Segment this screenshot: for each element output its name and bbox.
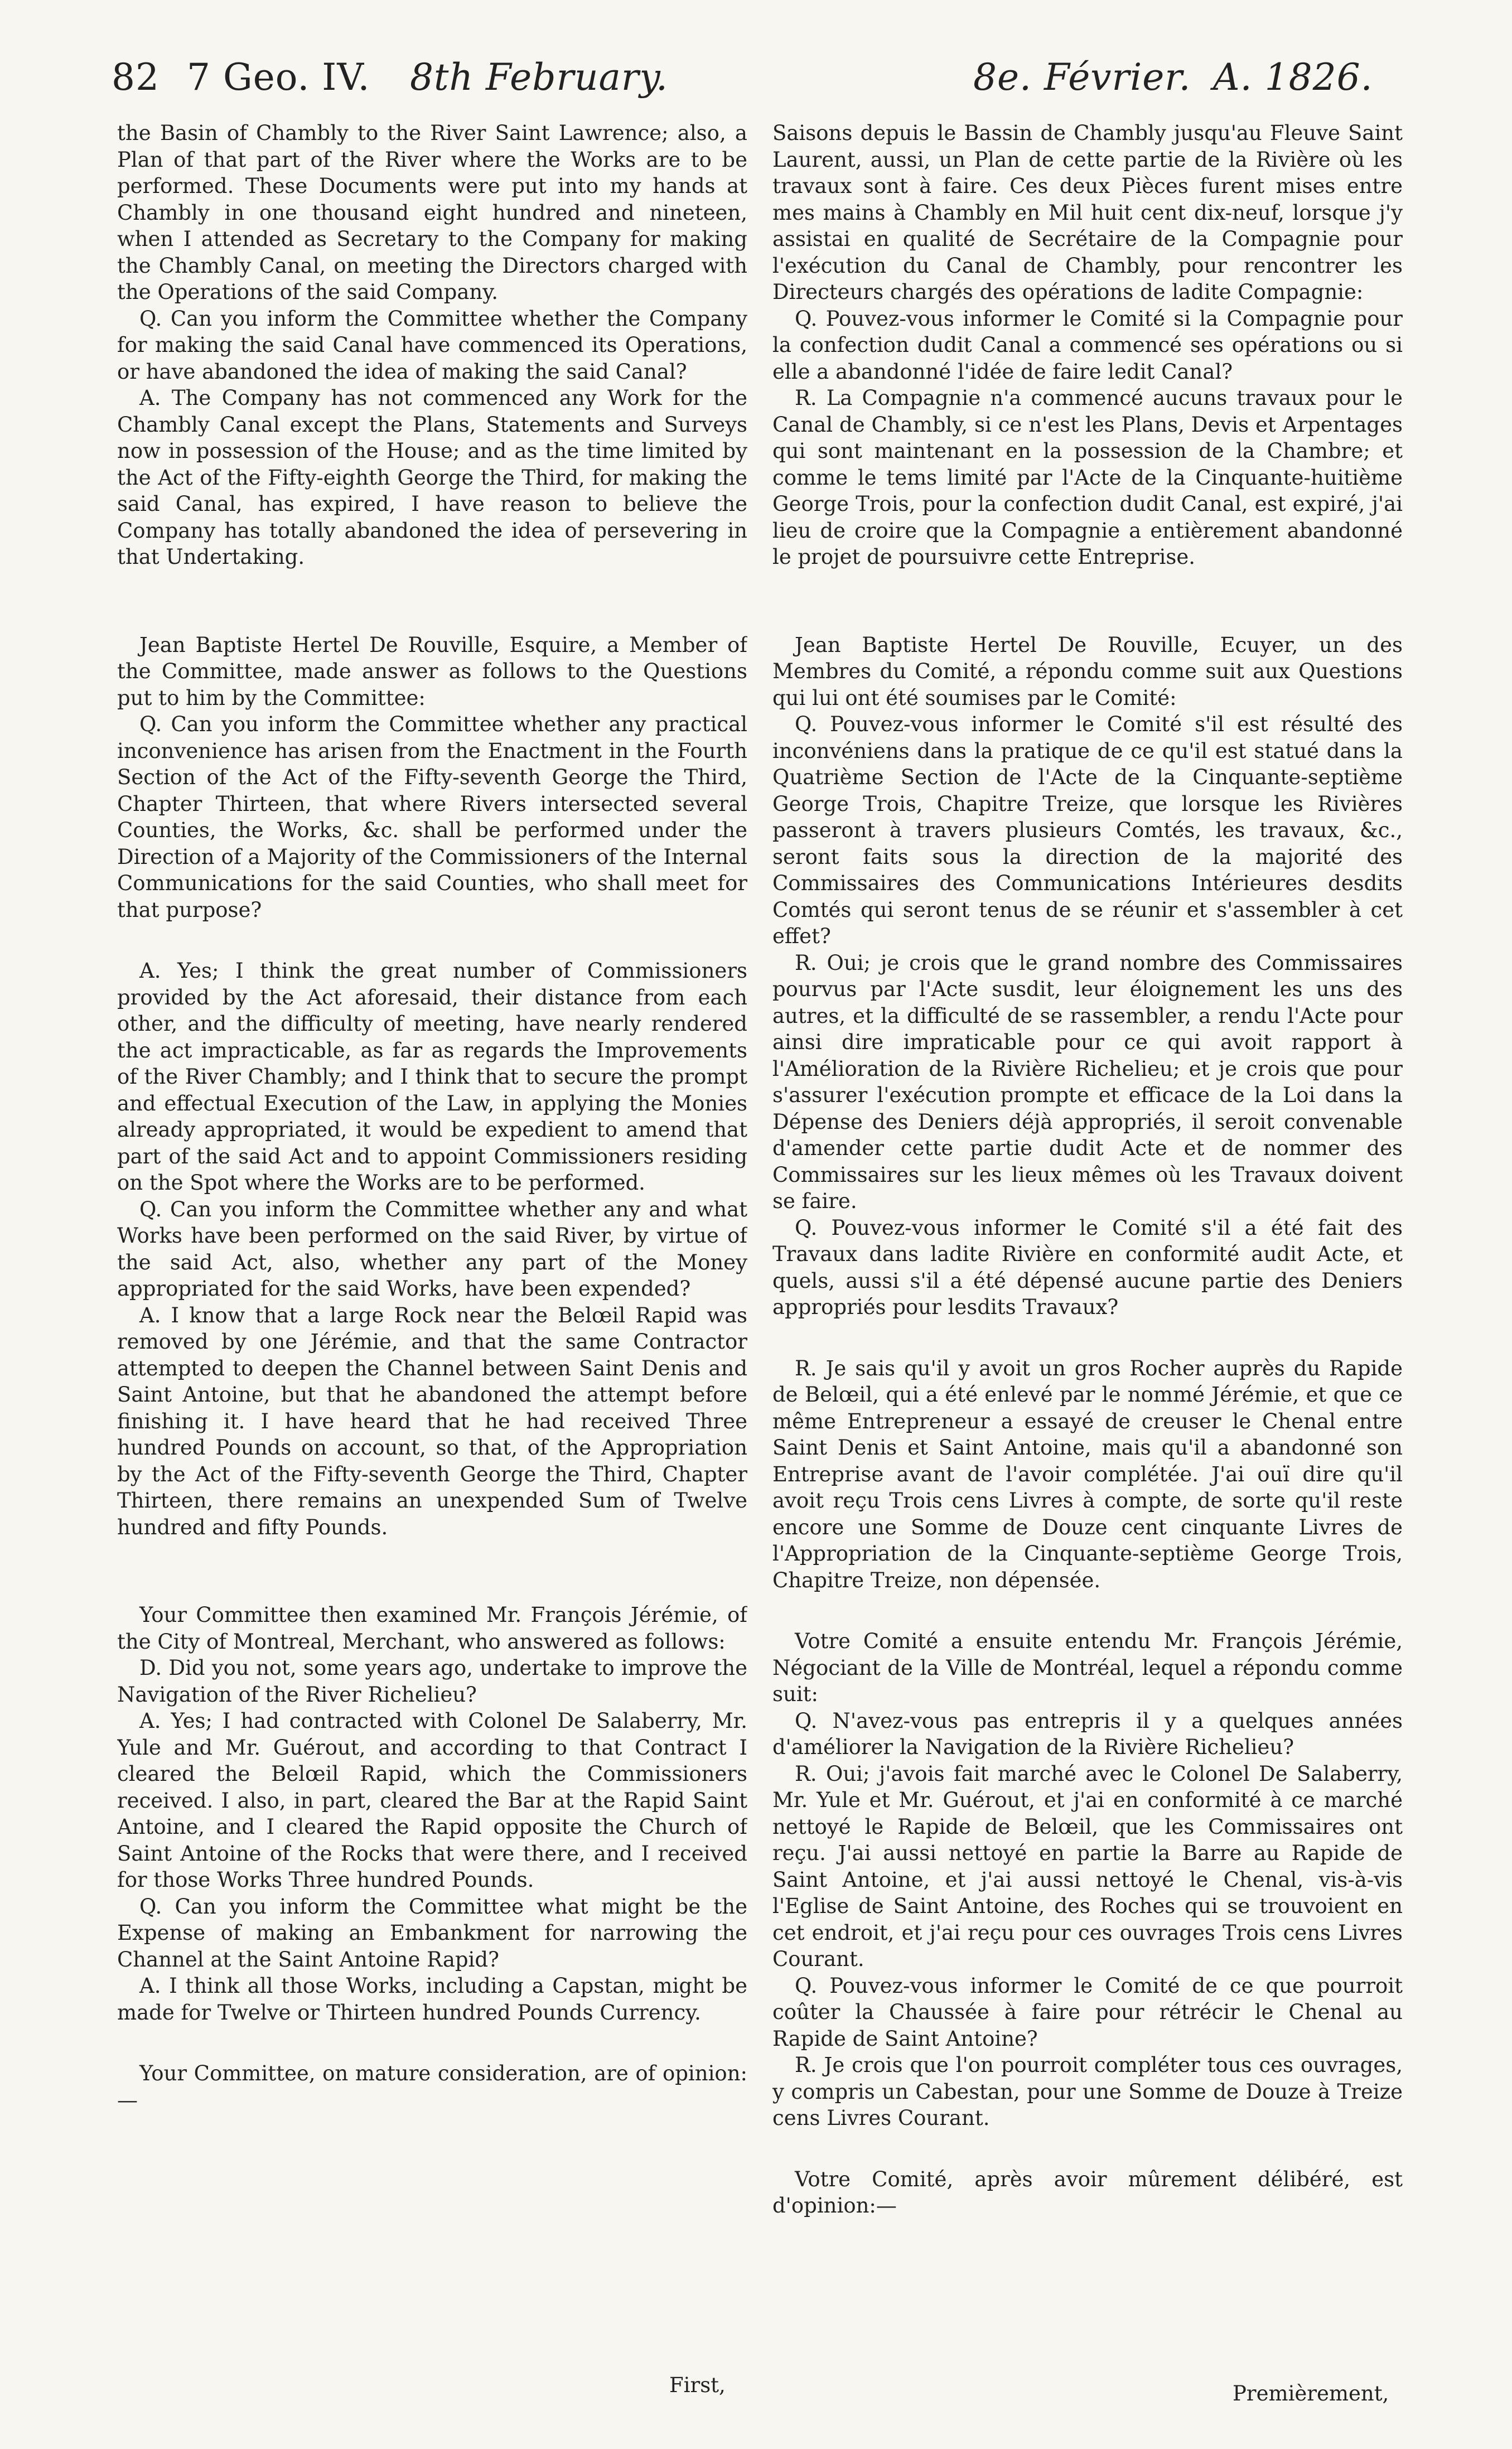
english-column (117, 120, 747, 2395)
spacer (772, 2132, 1403, 2166)
spacer (117, 923, 747, 958)
paragraph: Q. Can you inform the Committee whether the Company for making the said Canal have commenced its Operations, or have abandoned the idea of making the said Canal? (117, 306, 747, 384)
page-header (112, 56, 1406, 100)
paragraph: Q. Pouvez-vous informer le Comité si la Compagnie pour la confection dudit Canal a commencé ses opérations ou si elle a abandonné l'idée de faire ledit Canal? (772, 306, 1403, 384)
paragraph: A. Yes; I had contracted with Colonel De Salaberry, Mr. Yule and Mr. Guérout, and according to that Contract I cleared the Belœil Rapid, which the Commissioners received. I also, in part, cleared the Bar at the Rapid Saint Antoine, and I cleared the Rapid opposite the Church of Saint Antoine of the Rocks that were there, and I received for those Works Three hundred Pounds. (117, 1709, 747, 1892)
paragraph: D. Did you not, some years ago, undertake to improve the Navigation of the River Richelieu? (117, 1656, 747, 1707)
paragraph: Q. N'avez-vous pas entrepris il y a quelques années d'améliorer la Navigation de la Rivière Richelieu? (772, 1708, 1403, 1759)
date-french: 8e. Février. (973, 56, 1191, 99)
spacer (117, 571, 747, 632)
page-number: 82 (112, 56, 160, 99)
paragraph: Votre Comité a ensuite entendu Mr. François Jérémie, Négociant de la Ville de Montréal, lequel a répondu comme suit: (772, 1629, 1403, 1706)
paragraph: Your Committee then examined Mr. François Jérémie, of the City of Montreal, Merchant, who answered as follows: (117, 1603, 747, 1654)
catchword-french: Premièrement, (1233, 2382, 1389, 2405)
paragraph: R. Je sais qu'il y avoit un gros Rocher auprès du Rapide de Belœil, qui a été enlevé par le nommé Jérémie, et que ce même Entrepreneur a essayé de creuser le Chenal entre Saint Denis et Saint Antoine, mais qu'il a abandonné son Entreprise avant de l'avoir complétée. J'ai ouï dire qu'il avoit reçu Trois cens Livres à compte, de sorte qu'il reste encore une Somme de Douze cent cinquante Livres de l'Appropriation de la Cinquante-septième George Trois, Chapitre Treize, non dépensée. (772, 1356, 1403, 1592)
paragraph: R. Oui; j'avois fait marché avec le Colonel De Salaberry, Mr. Yule et Mr. Guérout, et j'ai en conformité à ce marché nettoyé le Rapide de Belœil, que les Commissaires ont reçu. J'ai aussi nettoyé en partie la Barre au Rapide de Saint Antoine, et j'ai aussi nettoyé le Chenal, vis-à-vis l'Eglise de Saint Antoine, des Roches qui se trouvoient en cet endroit, et j'ai reçu pour ces ouvrages Trois cens Livres Courant. (772, 1761, 1403, 1971)
spacer (772, 1321, 1403, 1355)
paragraph: A. I know that a large Rock near the Belœil Rapid was removed by one Jérémie, and that the same Contractor attempted to deepen the Channel between Saint Denis and Saint Antoine, but that he abandoned the attempt before finishing it. I have heard that he had received Three hundred Pounds on account, so that, of the Appropriation by the Act of the Fifty-seventh George the Third, Chapter Thirteen, there remains an unexpended Sum of Twelve hundred and fifty Pounds. (117, 1303, 747, 1539)
paragraph: Q. Pouvez-vous informer le Comité de ce que pourroit coûter la Chaussée à faire pour rétrécir le Chenal au Rapide de Saint Antoine? (772, 1973, 1403, 2051)
spacer (117, 2026, 747, 2060)
paragraph: A. The Company has not commenced any Work for the Chambly Canal except the Plans, Statements and Surveys now in possession of the House; and as the time limited by the Act of the Fifty-eighth George the Third, for making the said Canal, has expired, I have reason to believe the Company has totally abandoned the idea of persevering in that Undertaking. (117, 386, 747, 569)
paragraph: Jean Baptiste Hertel De Rouville, Esquire, a Member of the Committee, made answer as follows to the Questions put to him by the Committee: (117, 632, 747, 710)
paragraph: Q. Can you inform the Committee whether any and what Works have been performed on the said River, by virtue of the said Act, also, whether any part of the Money appropriated for the said Works, have been expended? (117, 1197, 747, 1301)
date-english: 8th February. (410, 56, 668, 99)
paragraph: Q. Can you inform the Committee whether any practical inconvenience has arisen from the Enactment in the Fourth Section of the Act of the Fifty-seventh George the Third, Chapter Thirteen, that where Rivers intersected several Counties, the Works, &c. shall be performed under the Direction of a Majority of the Commissioners of the Internal Communications for the said Counties, who shall meet for that purpose? (117, 712, 747, 922)
paragraph: R. La Compagnie n'a commencé aucuns travaux pour le Canal de Chambly, si ce n'est les Plans, Devis et Arpentages qui sont maintenant en la possession de la Chambre; et comme le tems limité par l'Acte de la Cinquante-huitième George Trois, pour la confection dudit Canal, est expiré, j'ai lieu de croire que la Compagnie a entièrement abandonné le projet de poursuivre cette Entreprise. (772, 386, 1403, 569)
paragraph: Q. Pouvez-vous informer le Comité s'il est résulté des inconvéniens dans la pratique de ce qu'il est statué dans la Quatrième Section de l'Acte de la Cinquante-septième George Trois, Chapitre Treize, que lorsque les Rivières passeront à travers plusieurs Comtés, les travaux, &c., seront faits sous la direction de la majorité des Commissaires des Communications Intérieures desdits Comtés qui seront tenus de se réunir et s'assembler à cet effet? (772, 712, 1403, 948)
paragraph: Votre Comité, après avoir mûrement délibéré, est d'opinion:— (772, 2167, 1403, 2218)
paragraph: Q. Pouvez-vous informer le Comité s'il a été fait des Travaux dans ladite Rivière en conformité audit Acte, et quels, aussi s'il a été dépensé aucune partie des Deniers appropriés pour lesdits Travaux? (772, 1215, 1403, 1319)
spacer (772, 1593, 1403, 1628)
paragraph: A. I think all those Works, including a Capstan, might be made for Twelve or Thirteen hundred Pounds Currency. (117, 1974, 747, 2025)
catchword-english: First, (669, 2373, 726, 2397)
paragraph: R. Oui; je crois que le grand nombre des Commissaires pourvus par l'Acte susdit, leur éloignement les uns des autres, et la difficulté de se rassembler, a rendu l'Acte pour ainsi dire impraticable pour ce qui avoit rapport à l'Amélioration de la Rivière Richelieu; et je crois que pour s'assurer l'exécution prompte et efficace de la Loi dans la Dépense des Deniers déjà appropriés, il seroit convenable d'amender cette partie dudit Acte et de nommer des Commissaires sur les lieux mêmes où les Travaux doivent se faire. (772, 950, 1403, 1213)
paragraph: Q. Can you inform the Committee what might be the Expense of making an Embankment for narrowing the Channel at the Saint Antoine Rapid? (117, 1894, 747, 1972)
paragraph: Your Committee, on mature consideration, are of opinion:— (117, 2061, 747, 2112)
paragraph: the Basin of Chambly to the River Saint Lawrence; also, a Plan of that part of the River where the Works are to be performed. These Documents were put into my hands at Chambly in one thousand eight hundred and nineteen, when I attended as Secretary to the Company for making the Chambly Canal, on meeting the Directors charged with the Operations of the said Company. (117, 121, 747, 304)
year: A. 1826. (1213, 56, 1373, 99)
paragraph: Jean Baptiste Hertel De Rouville, Ecuyer, un des Membres du Comité, a répondu comme suit aux Questions qui lui ont été soumises par le Comité: (772, 632, 1403, 710)
spacer (772, 571, 1403, 632)
paragraph: R. Je crois que l'on pourroit compléter tous ces ouvrages, y compris un Cabestan, pour une Somme de Douze à Treize cens Livres Courant. (772, 2053, 1403, 2130)
paragraph: Saisons depuis le Bassin de Chambly jusqu'au Fleuve Saint Laurent, aussi, un Plan de cette partie de la Rivière où les travaux sont à faire. Ces deux Pièces furent mises entre mes mains à Chambly en Mil huit cent dix-neuf, lorsque j'y assistai en qualité de Secrétaire de la Compagnie pour l'exécution du Canal de Chambly, pour rencontrer les Directeurs chargés des opérations de ladite Compagnie: (772, 121, 1403, 304)
paragraph: A. Yes; I think the great number of Commissioners provided by the Act aforesaid, their distance from each other, and the difficulty of meeting, have nearly rendered the act impracticable, as far as regards the Improvements of the River Chambly; and I think that to secure the prompt and effectual Execution of the Law, in applying the Monies already appropriated, it would be expedient to amend that part of the said Act and to appoint Commissioners residing on the Spot where the Works are to be performed. (117, 959, 747, 1195)
french-column (772, 120, 1403, 2395)
regnal-year: 7 Geo. IV. (187, 56, 370, 99)
spacer (117, 1540, 747, 1602)
